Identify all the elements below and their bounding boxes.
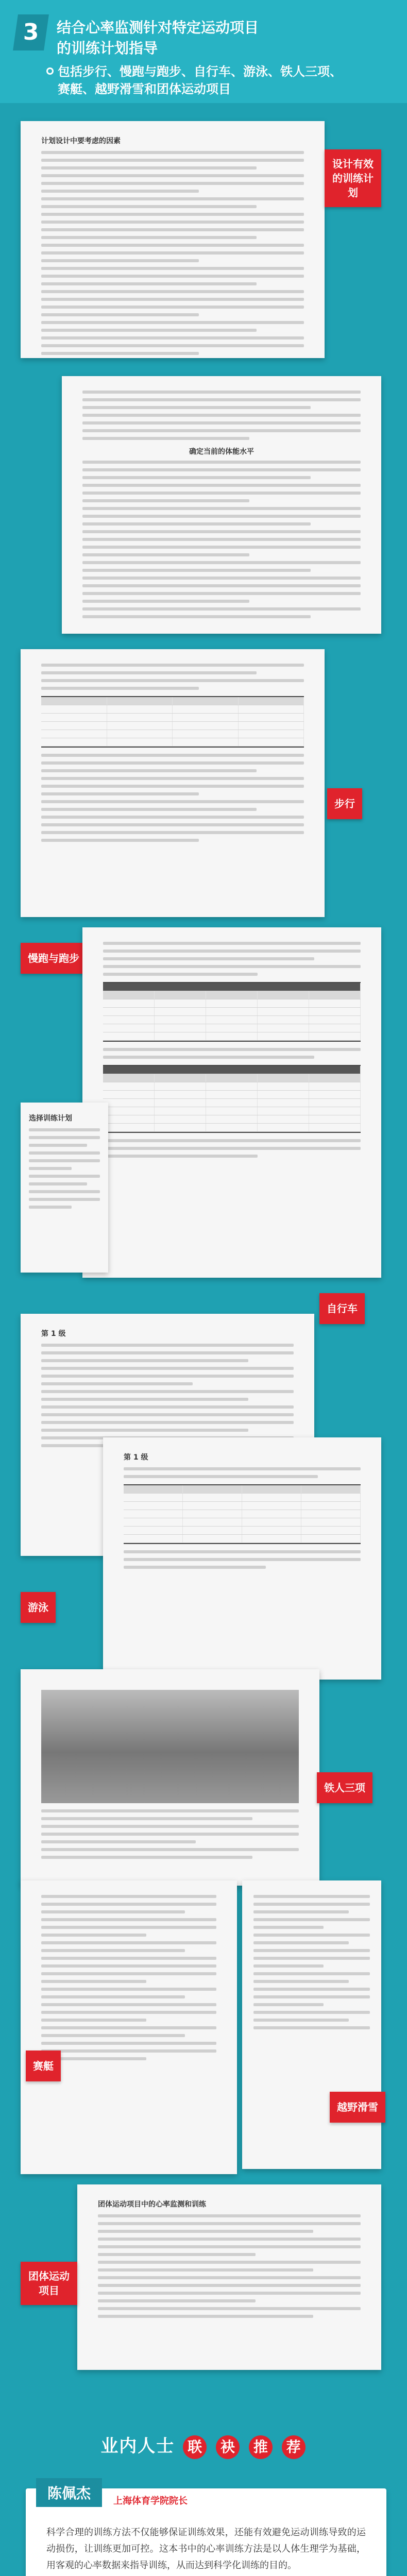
experts-title-char-2: 袂 [216,2435,240,2459]
data-table [103,1065,361,1133]
tag-jogging: 慢跑与跑步 [21,943,87,974]
section-number: 3 [23,19,39,45]
section-title-line-1: 结合心率监测针对特定运动项目 [57,19,259,36]
experts-title-char-3: 推 [249,2435,273,2459]
bullet-circle-icon [46,67,54,75]
page-heading: 计划设计中要考虑的因素 [41,137,121,145]
section-title-line-2: 的训练计划指导 [57,40,158,57]
page-heading: 团体运动项目中的心率监测和训练 [98,2200,206,2209]
page-heading: 第 1 级 [41,1330,66,1338]
book-page-8 [77,2184,381,2370]
tag-skiing: 越野滑雪 [330,2092,385,2123]
data-table [41,696,304,748]
experts-title [0,2432,407,2459]
expert-name: 陈佩杰 [36,2478,102,2507]
tag-rowing: 赛艇 [26,2050,61,2081]
tag-team-sports: 团体运动项目 [21,2262,77,2305]
tag-triathlon: 铁人三项 [317,1772,372,1803]
book-page-3 [21,649,325,917]
expert-quote: 科学合理的训练方法不仅能够保证训练效果，还能有效避免运动训练导致的运动损伤，让训练更加可控。这本书中的心率训练方法是以人体生理学为基础，用客观的心率数据来指导训练，从而达到科学化训练的目的。 [46,2527,366,2571]
tag-walking: 步行 [327,788,362,819]
experts-title-char-1: 联 [183,2435,207,2459]
section-number-badge [13,14,49,50]
tag-swimming: 游泳 [21,1592,56,1623]
experts-title-char-4: 荐 [282,2435,306,2459]
expert-role: 上海体育学院院长 [113,2496,188,2506]
book-page-4 [82,927,381,1278]
book-page-7 [21,1880,237,2174]
book-page-1 [21,121,325,358]
data-table [124,1484,361,1544]
experts-title-prefix: 业内人士 [100,2436,175,2456]
page-heading: 确定当前的体能水平 [189,448,254,456]
book-page-2 [62,376,381,634]
section-subtitle-line-1: 包括步行、慢跑与跑步、自行车、游泳、铁人三项、 [58,64,342,79]
book-page-7b [242,1880,381,2169]
tag-training-plan: 设计有效的训练计划 [325,149,381,207]
section-title [57,18,345,59]
section-header [0,0,407,103]
page-heading: 选择训练计划 [29,1114,72,1123]
section-subtitle [46,63,366,98]
expert-card [26,2485,386,2576]
book-page-6 [21,1669,319,1886]
tag-cycling: 自行车 [319,1293,365,1324]
section-subtitle-line-2: 赛艇、越野滑雪和团体运动项目 [58,82,231,96]
book-page-4-left [21,1103,108,1273]
swimmer-photo [41,1690,299,1803]
page-heading: 第 1 级 [124,1453,148,1462]
book-page-5b [103,1437,381,1680]
data-table [103,982,361,1042]
